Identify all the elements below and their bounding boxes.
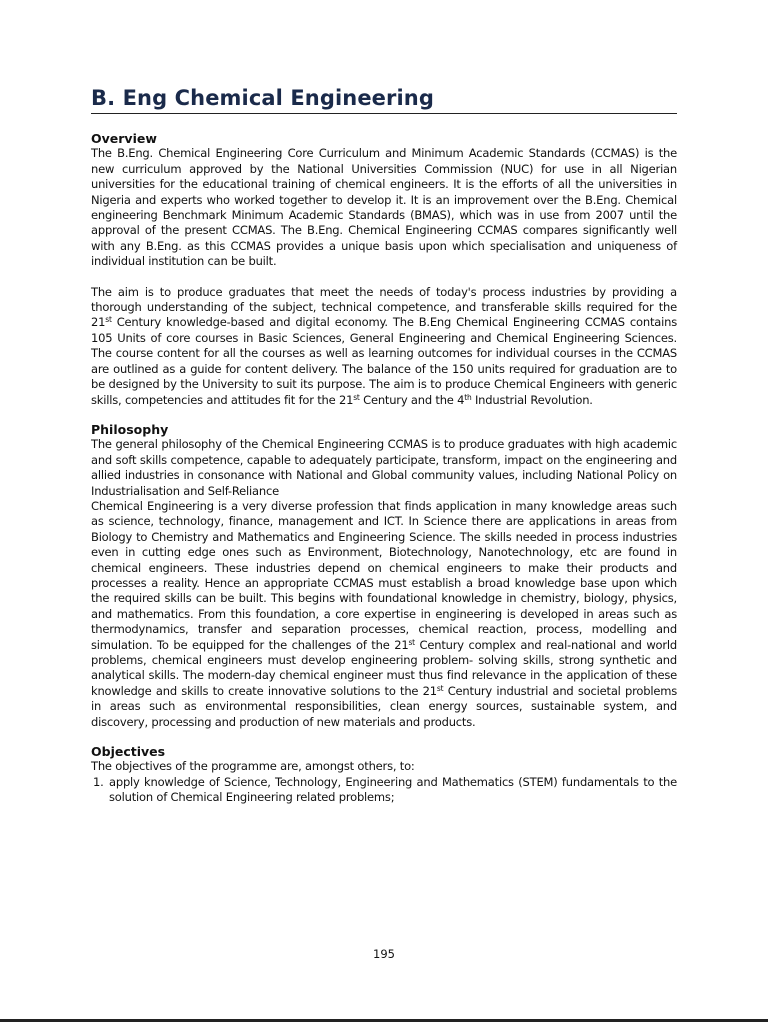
document-page [91,86,677,806]
philosophy-paragraph-1: The general philosophy of the Chemical Engineering CCMAS is to produce graduates with high academic and soft skills competence, capable to adequately participate, transform, impact on the engineering and allied industries in consonance with National and Global community values, including National Policy on Industrialisation and Self-Reliance [91,437,677,498]
overview-p2-text-a: The aim is to produce graduates that meet the needs of today's process industries by providing a thorough understanding of the subject, technical competence, and transferable skills required for the 21 [91,284,677,330]
overview-section [91,131,677,408]
overview-p2-sup-3: th [464,392,472,402]
overview-paragraph-2 [91,285,677,408]
philosophy-paragraph-2 [91,499,677,730]
overview-p2-sup-2: st [353,392,360,402]
philosophy-heading: Philosophy [91,421,169,437]
overview-heading: Overview [91,131,157,146]
philosophy-section [91,422,677,730]
overview-paragraph-1: The B.Eng. Chemical Engineering Core Curriculum and Minimum Academic Standards (CCMAS) is the new curriculum approved by the National Universities Commission (NUC) for use in all Nigerian universities for the educational training of chemical engineers. It is the efforts of all the universities in Nigeria and experts who worked together to develop it. It is an improvement over the B.Eng. Chemical engineering Benchmark Minimum Academic Standards (BMAS), which was in use from 2007 until the approval of the present CCMAS. The B.Eng. Chemical Engineering CCMAS compares significantly well with any B.Eng. as this CCMAS provides a unique basis upon which specialisation and uniqueness of individual institution can be built. [91,146,677,269]
overview-p2-text-d: Industrial Revolution. [471,392,593,407]
page-title: B. Eng Chemical Engineering [91,86,677,114]
objectives-heading: Objectives [91,744,166,760]
overview-p2-text-b: Century knowledge-based and digital economy. The B.Eng Chemical Engineering CCMAS contains 105 Units of core courses in Basic Sciences, General Engineering and Chemical Engineering Sciences. The course content for all the courses as well as learning outcomes for individual courses in the CCMAS are outlined as a guide for content delivery. The balance of the 150 units required for graduation are to be designed by the University to suit its purpose. The aim is to produce Chemical Engineers with generic skills, competencies and attitudes fit for the 21 [91,315,677,407]
page-number: 195 [373,947,395,961]
philosophy-p2-text-c: Century industrial and societal problems in areas such as environmental responsibilities, clean energy sources, sustainable system, and discovery, processing and production of new materials and products. [91,683,677,729]
overview-p2-sup-1: st [105,315,112,325]
overview-p2-text-c: Century and the 4 [359,392,465,407]
objectives-list-item: 1. apply knowledge of Science, Technology, Engineering and Mathematics (STEM) fundamentals to the solution of Chemical Engineering related problems; [107,775,677,806]
objectives-section [91,744,677,806]
philosophy-p2-sup-2: st [436,683,444,693]
philosophy-p2-text-b: Century complex and real-national and world problems, chemical engineers must develop engineering problem- solving skills, strong synthetic and analytical skills. The modern-day chemical engineer must thus find relevance in the application of these knowledge and skills to create innovative solutions to the 21 [91,637,678,698]
objectives-list [91,775,677,806]
philosophy-p2-sup-1: st [408,637,415,647]
bottom-rule [0,1019,768,1022]
objectives-intro: The objectives of the programme are, amongst others, to: [91,759,415,774]
philosophy-p2-text-a: Chemical Engineering is a very diverse profession that finds application in many knowledge areas such as science, technology, finance, management and ICT. In Science there are applications in areas from Biology to Chemistry and Mathematics and Engineering Science. The skills needed in process industries even in cutting edge ones such as Environment, Biotechnology, Nanotechnology, etc are found in chemical engineers. These industries depend on chemical engineers to make their products and processes a reality. Hence an appropriate CCMAS must establish a broad knowledge base upon which the required skills can be built. This begins with foundational knowledge in chemistry, biology, physics, and mathematics. From this foundation, a core expertise in engineering is developed in areas such as thermodynamics, transfer and separation processes, chemical reaction, process, modelling and simulation. To be equipped for the challenges of the 21 [91,498,677,652]
